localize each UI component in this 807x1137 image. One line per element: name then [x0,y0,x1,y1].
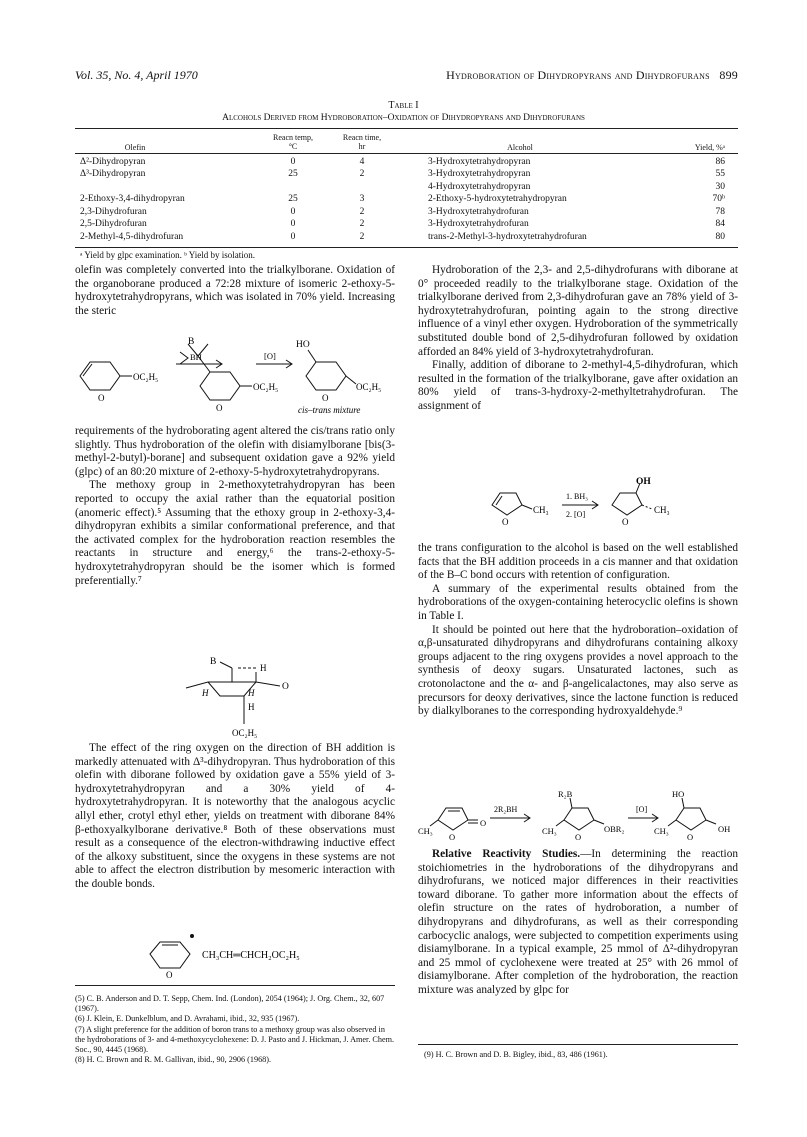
lactone-o3: O [575,832,582,842]
page-number: 899 [719,68,738,82]
footnote-8: (8) H. C. Brown and R. M. Gallivan, ibid., 90, 2906 (1968). [75,1055,272,1065]
lactone-reagent-2: [O] [636,805,648,814]
table-cell-temp: 0 [290,232,296,242]
lactone-o4: O [687,832,694,842]
table-cell-yield: 86 [715,157,725,167]
right-text-1 [418,264,738,414]
table-cell-olefin: 2,3-Dihydrofuran [80,207,147,217]
table-cell-temp: 25 [288,169,298,179]
table-cell-time: 2 [359,169,365,179]
right-text-3 [418,848,738,998]
lactone-ch3: CH₃ [418,826,433,836]
table-cell-yield: 30 [715,182,725,192]
left-text-2 [75,425,395,588]
table-cell-alcohol: 3-Hydroxytetrahydrofuran [428,219,529,229]
col-header-yield: Yield, %ᵃ [694,143,725,152]
left-para-1: olefin was completely converted into the trialkylborane. Oxidation of the organoborane produced a 72:28 mixture of isomeric 2-ethoxy-5-hydroxytetrahydropyrans, which was isolated in 70% yield. Increasing the steric [75,264,395,317]
lactone-ch3-3: CH₃ [654,826,669,836]
lactone-o1: O [449,832,456,842]
crotyl-ether: CH₃CH═CHCH₂OC₂H₅ [202,950,300,961]
lactone-reagent-1: 2R₂BH [494,805,518,814]
table-cell-temp: 0 [290,157,296,167]
ring-1 [80,362,120,390]
table-cell-yield: 55 [715,169,725,179]
lactone-r2b: R₂B [558,789,573,799]
running-title-text: Hydroboration of Dihydropyrans and Dihydrofurans [446,68,710,82]
table-cell-alcohol: 2-Ethoxy-5-hydroxytetrahydropyran [428,194,567,204]
ch3-furan2: CH₃ [654,505,670,515]
right-para-2: Finally, addition of diborane to 2-methyl-4,5-dihydrofuran, which resulted in the formation of the trialkylborane, gave after oxidation an 80% yield of trans-3-hydroxy-2-methyltetrahydrofuran. The assignment of [418,359,738,412]
table-cell-yield: 84 [715,219,725,229]
table-cell-olefin: 2-Ethoxy-3,4-dihydropyran [80,194,185,204]
ch3-furan1: CH₃ [533,505,549,515]
o-furan1: O [502,517,509,527]
scheme-methyl-dihydrofuran [480,475,700,535]
journal-volume: Vol. 35, No. 4, April 1970 [75,68,198,82]
table-cell-time: 4 [359,157,365,167]
left-para-2: requirements of the hydroborating agent altered the cis/trans ratio only slightly. Thus hydroboration of the olefin with disiamylborane [bis(3-methyl-2-butyl)-borane] and subsequent oxidation gave a 92% yield (glpc) of an 80:20 mixture of 2-ethoxy-5-hydroxytetrahydropyrans. [75,425,395,478]
reagent-bh: BH [190,352,202,362]
lactone-o2: O [480,818,487,828]
table-cell-alcohol: 4-Hydroxytetrahydropyran [428,182,531,192]
table-footnote: ᵃ Yield by glpc examination. ᵇ Yield by isolation. [80,250,256,260]
right-para-5: It should be pointed out here that the hydroboration–oxidation of α,β-unsaturated dihydropyrans and dihydrofurans containing alkoxy groups adjacent to the ring oxygens provides a novel approach to the synthesis of deoxy sugars. Unsaturated lactones, such as crotonolactone and the α- and β-angelicalactones, may also serve as precursors for deoxy derivatives, since the lactone function is reduced by dialkylboranes to the corresponding hydroxyaldehyde.⁹ [418,623,738,718]
left-text-1 [75,264,395,318]
oc2h5-1: OC₂H₅ [133,372,159,382]
scheme-lactone-reduction [418,788,738,848]
table-cell-temp: 25 [288,194,298,204]
boron-label: B [188,337,195,347]
table-cell-alcohol: 3-Hydroxytetrahydropyran [428,169,531,179]
right-para-6-body: —In determining the reaction stoichiometries in the hydroborations of the dihydropyrans and dihydrofurans, we noticed major differences in their reactivities toward diborane. To gather more information about the effects of olefin structure on the rates of hydroboration, a number of dihydropyrans and dihydrofurans, as well as their corresponding carbocyclic analogs, were subjected to competition experiments using disiamylborane. In a typical example, 25 mmol of Δ²-dihydropyran and 25 mmol of cyclohexene were treated at 25° with 26 mmol of disiamylborane. After completion of the hydroboration, the reaction mixture was analyzed by glpc for [418,848,738,996]
dihydropyran-crotyl-figure [140,932,360,980]
table-cell-time: 2 [359,207,365,217]
left-para-4: The effect of the ring oxygen on the direction of BH addition is markedly attenuated with Δ³-dihydropyran. Thus hydroboration of this olefin with diborane followed by oxidation gave a 55% yield of 3-hydroxytetrahydropyran and a 30% yield of 4-hydroxytetrahydropyran. It is noteworthy that the analogous acyclic allyl ether, crotyl ethyl ether, yields on treatment with diborane 84% β-ethoxyalkylborane derivative.⁸ Both of these observations must result as a consequence of the electron-withdrawing inductive effect of the alkoxy substituent, since the oxygens in these systems are not able to affect the electron distribution by mesomeric interaction with the double bonds. [75,742,395,890]
col-header-time: Reacn time, hr [342,133,382,151]
o-ring2: O [216,403,223,413]
table-cell-alcohol: trans-2-Methyl-3-hydroxytetrahydrofuran [428,232,587,242]
lactone-obr2: OBR₂ [604,824,625,834]
furan-reagent-2: 2. [O] [566,510,586,519]
ts-oc2h5: OC₂H₅ [232,728,258,738]
table-caption: Alcohols Derived from Hydroboration–Oxidation of Dihydropyrans and Dihydrofurans [222,113,585,123]
table-cell-alcohol: 3-Hydroxytetrahydropyran [428,157,531,167]
ring-3 [306,362,346,390]
lactone-ho: HO [672,789,685,799]
footnote-6: (6) J. Klein, E. Dunkelblum, and D. Avrahami, ibid., 32, 935 (1967). [75,1014,300,1024]
o-ring3: O [322,393,329,403]
o-furan2: O [622,517,629,527]
scheme-ethoxy-dihydropyran [70,322,400,414]
left-para-3: The methoxy group in 2-methoxytetrahydropyran has been reported to occupy the axial rather than the equatorial position (anomeric effect).⁵ Assuming that the ethoxy group in 2-ethoxy-3,4-dihydropyran exhibits a similar conformational preference, and that the activated complex for the hydroboration reaction resembles the reactants in structure and energy,⁶ the trans-2-ethoxy-5-hydroxytetrahydropyran should be the isomer which is formed preferentially.⁷ [75,479,395,587]
ts-h1: H [260,663,267,673]
table-cell-olefin: Δ³-Dihydropyran [80,169,146,179]
table-cell-time: 2 [359,219,365,229]
lactone-ch3-2: CH₃ [542,826,557,836]
table-cell-alcohol: 3-Hydroxytetrahydrofuran [428,207,529,217]
oc2h5-2: OC₂H₅ [253,382,279,392]
right-para-4: A summary of the experimental results obtained from the hydroborations of the oxygen-containing heterocyclic olefins is shown in Table I. [418,582,738,622]
table-cell-olefin: 2,5-Dihydrofuran [80,219,147,229]
table-cell-yield: 78 [715,207,725,217]
col-header-alcohol: Alcohol [507,143,533,152]
left-text-3 [75,742,395,892]
table-cell-temp: 0 [290,207,296,217]
table-cell-olefin: 2-Methyl-4,5-dihydrofuran [80,232,184,242]
right-para-1: Hydroboration of the 2,3- and 2,5-dihydrofurans with diborane at 0° proceeded readily to the trialkylborane stage. Oxidation of the trialkylborane derived from 2,3-dihydrofuran gave an 78% yield of 3-hydroxytetrahydrofuran, pointing again to the strong directive influence of a vinyl ether oxygen. Hydroboration of the symmetrically substituted double bond of 2,5-dihydrofuran followed by oxidation afforded an 84% yield of 3-hydroxytetrahydrofuran. [418,264,738,358]
ts-h2: H [202,688,209,698]
footnotes-left [75,994,395,1065]
table-header-rule [75,153,738,154]
scheme-caption: cis–trans mixture [298,405,361,414]
furan-reagent-1: 1. BH₃ [566,492,588,501]
reagent-oxidation: [O] [264,351,276,361]
table-title: Table I [388,100,419,111]
footnotes-right [424,1050,738,1060]
footnote-rule-right [418,1044,738,1045]
right-para-6 [418,848,738,998]
right-text-2 [418,542,738,719]
oh-furan: OH [636,477,651,487]
ts-h3: H [248,688,255,698]
oc2h5-3: OC₂H₅ [356,382,382,392]
footnote-rule-left [75,985,395,986]
ho-label: HO [296,340,310,350]
footnote-7: (7) A slight preference for the addition of boron trans to a methoxy group was also observed in the hydroborations of 3- and 4-methoxycyclohexene: D. J. Pasto and J. Hickman, J. Amer. Chem. Soc., 90, 4445 (1968). [75,1024,395,1055]
section-heading: Relative Reactivity Studies. [432,848,581,860]
footnote-5: (5) C. B. Anderson and D. T. Sepp, Chem. Ind. (London), 2054 (1964); J. Org. Chem., 32, 607 (1967). [75,994,385,1014]
col-header-olefin: Olefin [124,143,146,152]
footnote-9: (9) H. C. Brown and D. B. Bigley, ibid., 83, 486 (1961). [424,1050,608,1059]
o-pyran: O [166,970,173,980]
o-ring1: O [98,393,105,403]
ring-2 [200,372,240,400]
ts-o: O [282,682,289,692]
table-cell-temp: 0 [290,219,296,229]
table-bottom-rule [75,247,738,248]
transition-state-figure [180,652,310,742]
table-top-rule [75,128,738,129]
table-cell-time: 3 [359,194,365,204]
ts-h4: H [248,702,255,712]
right-para-3: the trans configuration to the alcohol is based on the well established facts that the BH addition proceeds in a cis manner and that oxidation of the B–C bond occurs with retention of configuration. [418,542,738,582]
table-cell-yield: 80 [715,232,725,242]
table-cell-olefin: Δ²-Dihydropyran [80,157,146,167]
col-header-temp: Reacn temp, °C [273,133,313,151]
lactone-oh: OH [718,824,731,834]
table-cell-yield: 70ᵇ [712,194,725,204]
ts-boron: B [210,657,217,667]
table-cell-time: 2 [359,232,365,242]
running-title [446,68,738,83]
